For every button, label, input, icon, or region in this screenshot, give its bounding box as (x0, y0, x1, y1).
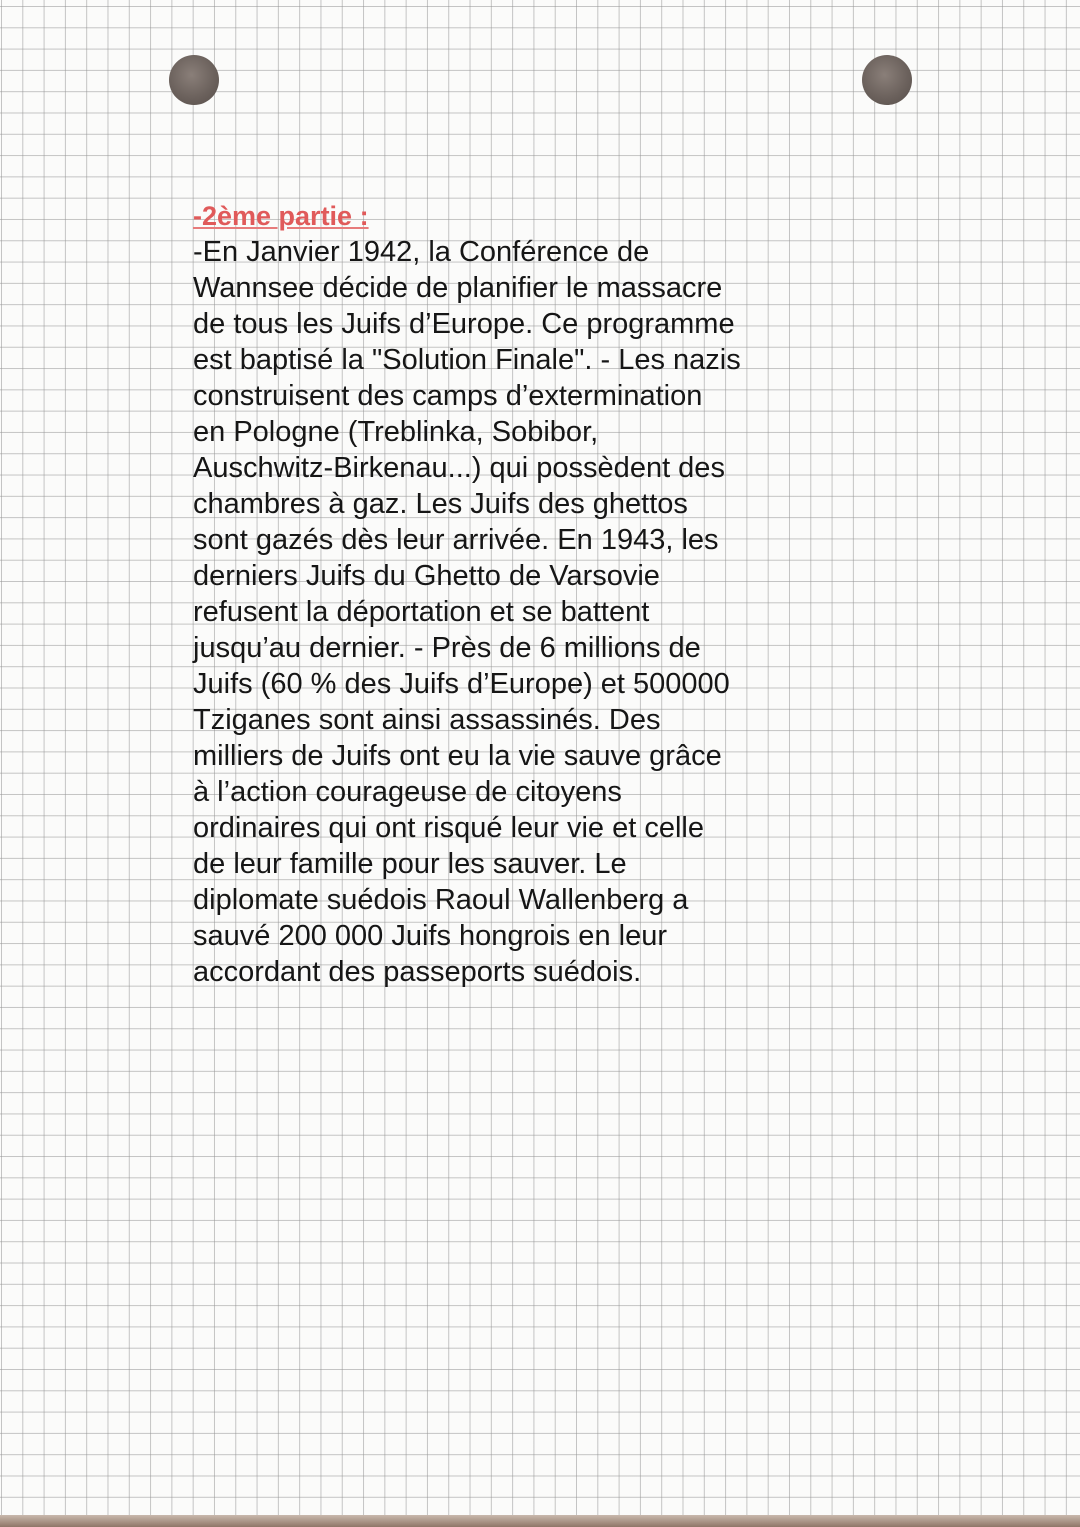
notes-block (193, 198, 893, 990)
text-line: -En Janvier 1942, la Conférence de (193, 236, 650, 268)
text-line: sont gazés dès leur arrivée. En 1943, les (193, 524, 719, 556)
text-line: Juifs (60 % des Juifs d’Europe) et 500000 (193, 668, 730, 700)
text-line: construisent des camps d’extermination (193, 380, 703, 412)
text-line: diplomate suédois Raoul Wallenberg a (193, 884, 689, 916)
text-line: sauvé 200 000 Juifs hongrois en leur (193, 920, 667, 952)
text-line: derniers Juifs du Ghetto de Varsovie (193, 560, 660, 592)
text-line: ordinaires qui ont risqué leur vie et celle (193, 812, 704, 844)
text-line: chambres à gaz. Les Juifs des ghettos (193, 488, 688, 520)
text-line: de tous les Juifs d’Europe. Ce programme (193, 308, 735, 340)
text-line: Tziganes sont ainsi assassinés. Des (193, 704, 661, 736)
text-line: est baptisé la "Solution Finale". - Les nazis (193, 344, 741, 376)
punch-hole-left (169, 55, 219, 105)
text-line: Wannsee décide de planifier le massacre (193, 272, 723, 304)
text-line: accordant des passeports suédois. (193, 956, 642, 988)
paper-bottom-edge (0, 1515, 1080, 1527)
notes-body (193, 234, 893, 990)
text-line: Auschwitz-Birkenau...) qui possèdent des (193, 452, 725, 484)
section-heading: -2ème partie : (193, 201, 369, 231)
text-line: jusqu’au dernier. - Près de 6 millions de (193, 632, 701, 664)
text-line: milliers de Juifs ont eu la vie sauve grâce (193, 740, 722, 772)
punch-hole-right (862, 55, 912, 105)
text-line: à l’action courageuse de citoyens (193, 776, 622, 808)
text-line: refusent la déportation et se battent (193, 596, 650, 628)
text-line: de leur famille pour les sauver. Le (193, 848, 627, 880)
text-line: en Pologne (Treblinka, Sobibor, (193, 416, 599, 448)
